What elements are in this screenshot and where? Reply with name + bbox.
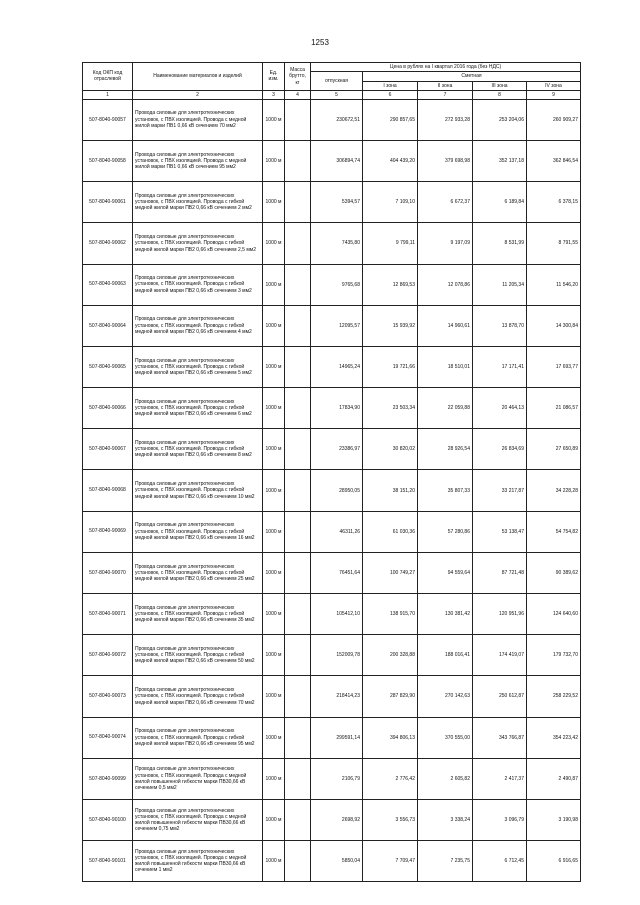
- unit-cell: 1000 м: [263, 552, 285, 593]
- unit-cell: 1000 м: [263, 429, 285, 470]
- zone-4-price: 362 846,54: [527, 140, 581, 181]
- table-row: [83, 799, 581, 840]
- zone-1-price: 404 439,20: [363, 140, 418, 181]
- release-price: 12095,57: [311, 305, 363, 346]
- column-number: 1: [83, 90, 133, 99]
- column-numbers-row: [83, 90, 581, 99]
- table-row: [83, 182, 581, 223]
- zone-2-price: 35 807,33: [418, 470, 473, 511]
- zone-1-price: 394 806,13: [363, 717, 418, 758]
- mass-cell: [285, 594, 311, 635]
- table-row: [83, 470, 581, 511]
- zone-3-price: 20 464,13: [473, 388, 527, 429]
- product-name: Провода силовые для электротехнических установок, с ПВХ изоляцией. Провода с гибкой медной жилой марки ПВ2 0,66 кВ сечением 16 мм2: [133, 511, 263, 552]
- mass-cell: [285, 388, 311, 429]
- product-code: 507-8040-90072: [83, 635, 133, 676]
- release-price: 9765,68: [311, 264, 363, 305]
- header-code: Код ОКП код отраслевой: [83, 63, 133, 91]
- unit-cell: 1000 м: [263, 264, 285, 305]
- unit-cell: 1000 м: [263, 223, 285, 264]
- zone-3-price: 53 138,47: [473, 511, 527, 552]
- product-code: 507-8040-90069: [83, 511, 133, 552]
- zone-2-price: 9 197,09: [418, 223, 473, 264]
- zone-2-price: 272 933,28: [418, 99, 473, 140]
- zone-1-price: 287 829,90: [363, 676, 418, 717]
- zone-4-price: 54 754,82: [527, 511, 581, 552]
- product-name: Провода силовые для электротехнических установок, с ПВХ изоляцией. Провода с гибкой медной жилой марки ПВ2 0,66 кВ сечением 4 мм2: [133, 305, 263, 346]
- zone-4-price: 260 909,27: [527, 99, 581, 140]
- header-name: Наименование материалов и изделий: [133, 63, 263, 91]
- zone-2-price: 28 926,54: [418, 429, 473, 470]
- release-price: 218414,23: [311, 676, 363, 717]
- mass-cell: [285, 182, 311, 223]
- zone-2-price: 188 016,41: [418, 635, 473, 676]
- product-name: Провода силовые для электротехнических установок, с ПВХ изоляцией. Провода с гибкой медной жилой марки ПВ2 0,66 кВ сечением 25 мм2: [133, 552, 263, 593]
- zone-1-price: 30 820,02: [363, 429, 418, 470]
- table-row: [83, 594, 581, 635]
- zone-4-price: 6 378,15: [527, 182, 581, 223]
- product-code: 507-8040-90073: [83, 676, 133, 717]
- product-name: Провода силовые для электротехнических установок, с ПВХ изоляцией. Провода с гибкой медной жилой марки ПВ2 0,66 кВ сечением 95 мм2: [133, 717, 263, 758]
- release-price: 230672,51: [311, 99, 363, 140]
- product-name: Провода силовые для электротехнических установок, с ПВХ изоляцией. Провода с гибкой медной жилой марки ПВ2 0,66 кВ сечением 3 мм2: [133, 264, 263, 305]
- product-name: Провода силовые для электротехнических установок, с ПВХ изоляцией. Провода с гибкой медной жилой марки ПВ2 0,66 кВ сечением 2 мм2: [133, 182, 263, 223]
- unit-cell: 1000 м: [263, 305, 285, 346]
- zone-3-price: 17 171,41: [473, 346, 527, 387]
- mass-cell: [285, 676, 311, 717]
- table-row: [83, 388, 581, 429]
- zone-2-price: 130 381,42: [418, 594, 473, 635]
- zone-2-price: 379 698,98: [418, 140, 473, 181]
- product-name: Провода силовые для электротехнических установок, с ПВХ изоляцией. Провода с гибкой медной жилой марки ПВ2 0,66 кВ сечением 10 мм2: [133, 470, 263, 511]
- release-price: 23386,97: [311, 429, 363, 470]
- zone-4-price: 3 190,98: [527, 799, 581, 840]
- mass-cell: [285, 305, 311, 346]
- zone-2-price: 370 555,00: [418, 717, 473, 758]
- zone-4-price: 34 228,28: [527, 470, 581, 511]
- zone-4-price: 27 650,89: [527, 429, 581, 470]
- zone-3-price: 2 417,37: [473, 758, 527, 799]
- header-mass: Масса брутто, кг: [285, 63, 311, 91]
- zone-3-price: 174 419,07: [473, 635, 527, 676]
- header-zone-4: IV зона: [527, 81, 581, 90]
- mass-cell: [285, 140, 311, 181]
- product-code: 507-8040-90068: [83, 470, 133, 511]
- table-row: [83, 635, 581, 676]
- release-price: 14965,24: [311, 346, 363, 387]
- zone-4-price: 179 732,70: [527, 635, 581, 676]
- zone-1-price: 23 503,34: [363, 388, 418, 429]
- column-number: 9: [527, 90, 581, 99]
- unit-cell: 1000 м: [263, 99, 285, 140]
- product-name: Провода силовые для электротехнических установок, с ПВХ изоляцией. Провода с медной жилой марки ПВ1 0,66 кВ сечением 95 мм2: [133, 140, 263, 181]
- product-name: Провода силовые для электротехнических установок, с ПВХ изоляцией. Провода с гибкой медной жилой марки ПВ2 0,66 кВ сечением 70 мм2: [133, 676, 263, 717]
- release-price: 28950,05: [311, 470, 363, 511]
- release-price: 2698,92: [311, 799, 363, 840]
- price-table: [82, 62, 581, 882]
- zone-3-price: 13 878,70: [473, 305, 527, 346]
- mass-cell: [285, 799, 311, 840]
- zone-1-price: 7 709,47: [363, 841, 418, 882]
- zone-3-price: 87 721,48: [473, 552, 527, 593]
- zone-3-price: 8 531,99: [473, 223, 527, 264]
- zone-2-price: 57 280,86: [418, 511, 473, 552]
- product-name: Провода силовые для электротехнических установок, с ПВХ изоляцией. Провода с медной жилой марки ПВ1 0,66 кВ сечением 70 мм2: [133, 99, 263, 140]
- header-zone-2: II зона: [418, 81, 473, 90]
- zone-1-price: 12 869,53: [363, 264, 418, 305]
- mass-cell: [285, 99, 311, 140]
- zone-4-price: 21 086,57: [527, 388, 581, 429]
- release-price: 46311,26: [311, 511, 363, 552]
- zone-4-price: 90 389,62: [527, 552, 581, 593]
- zone-2-price: 6 672,37: [418, 182, 473, 223]
- zone-1-price: 15 939,92: [363, 305, 418, 346]
- column-number: 5: [311, 90, 363, 99]
- header-zone-3: III зона: [473, 81, 527, 90]
- release-price: 306894,74: [311, 140, 363, 181]
- mass-cell: [285, 470, 311, 511]
- unit-cell: 1000 м: [263, 758, 285, 799]
- release-price: 152009,78: [311, 635, 363, 676]
- zone-4-price: 124 640,60: [527, 594, 581, 635]
- zone-4-price: 2 490,87: [527, 758, 581, 799]
- zone-1-price: 61 030,36: [363, 511, 418, 552]
- zone-2-price: 12 078,86: [418, 264, 473, 305]
- zone-1-price: 7 109,10: [363, 182, 418, 223]
- product-code: 507-8040-90058: [83, 140, 133, 181]
- mass-cell: [285, 552, 311, 593]
- zone-2-price: 94 559,64: [418, 552, 473, 593]
- unit-cell: 1000 м: [263, 182, 285, 223]
- product-code: 507-8040-90065: [83, 346, 133, 387]
- zone-2-price: 22 059,88: [418, 388, 473, 429]
- table-row: [83, 305, 581, 346]
- zone-3-price: 250 612,87: [473, 676, 527, 717]
- table-row: [83, 552, 581, 593]
- zone-3-price: 253 204,06: [473, 99, 527, 140]
- unit-cell: 1000 м: [263, 511, 285, 552]
- release-price: 5394,57: [311, 182, 363, 223]
- zone-1-price: 19 721,66: [363, 346, 418, 387]
- product-name: Провода силовые для электротехнических установок, с ПВХ изоляцией. Провода с гибкой медной жилой марки ПВ2 0,66 кВ сечением 6 мм2: [133, 388, 263, 429]
- product-name: Провода силовые для электротехнических установок, с ПВХ изоляцией. Провода с гибкой медной жилой марки ПВ2 0,66 кВ сечением 8 мм2: [133, 429, 263, 470]
- table-row: [83, 264, 581, 305]
- mass-cell: [285, 264, 311, 305]
- product-name: Провода силовые для электротехнических установок, с ПВХ изоляцией. Провода с гибкой медной жилой марки ПВ2 0,66 кВ сечением 2,5 мм2: [133, 223, 263, 264]
- table-row: [83, 346, 581, 387]
- product-code: 507-8040-90071: [83, 594, 133, 635]
- product-code: 507-8040-90064: [83, 305, 133, 346]
- zone-3-price: 26 834,69: [473, 429, 527, 470]
- release-price: 7435,80: [311, 223, 363, 264]
- product-name: Провода силовые для электротехнических установок, с ПВХ изоляцией. Провода с медной жилой повышенной гибкости марки ПВ30,66 кВ сечением 0,5 мм2: [133, 758, 263, 799]
- unit-cell: 1000 м: [263, 470, 285, 511]
- table-row: [83, 841, 581, 882]
- product-name: Провода силовые для электротехнических установок, с ПВХ изоляцией. Провода с гибкой медной жилой марки ПВ2 0,66 кВ сечением 5 мм2: [133, 346, 263, 387]
- column-number: 3: [263, 90, 285, 99]
- product-code: 507-8040-90062: [83, 223, 133, 264]
- mass-cell: [285, 717, 311, 758]
- zone-1-price: 138 915,70: [363, 594, 418, 635]
- table-row: [83, 140, 581, 181]
- unit-cell: 1000 м: [263, 635, 285, 676]
- release-price: 17834,90: [311, 388, 363, 429]
- zone-3-price: 33 217,87: [473, 470, 527, 511]
- release-price: 5850,04: [311, 841, 363, 882]
- table-row: [83, 511, 581, 552]
- zone-1-price: 100 749,27: [363, 552, 418, 593]
- product-code: 507-8040-90099: [83, 758, 133, 799]
- zone-1-price: 38 151,20: [363, 470, 418, 511]
- zone-2-price: 7 235,75: [418, 841, 473, 882]
- table-row: [83, 99, 581, 140]
- zone-2-price: 2 605,82: [418, 758, 473, 799]
- column-number: 8: [473, 90, 527, 99]
- zone-4-price: 258 229,52: [527, 676, 581, 717]
- header-unit: Ед. изм.: [263, 63, 285, 91]
- unit-cell: 1000 м: [263, 140, 285, 181]
- table-row: [83, 223, 581, 264]
- product-name: Провода силовые для электротехнических установок, с ПВХ изоляцией. Провода с медной жилой повышенной гибкости марки ПВ30,66 кВ сечением 0,75 мм2: [133, 799, 263, 840]
- zone-4-price: 8 791,55: [527, 223, 581, 264]
- zone-1-price: 200 328,88: [363, 635, 418, 676]
- unit-cell: 1000 м: [263, 676, 285, 717]
- zone-4-price: 11 546,20: [527, 264, 581, 305]
- mass-cell: [285, 429, 311, 470]
- zone-4-price: 14 300,84: [527, 305, 581, 346]
- header-estimate: Сметная: [363, 72, 581, 81]
- zone-4-price: 17 693,77: [527, 346, 581, 387]
- release-price: 2106,79: [311, 758, 363, 799]
- header-price-group: Цена в рублях на I квартал 2016 года (без НДС): [311, 63, 581, 72]
- product-code: 507-8040-90057: [83, 99, 133, 140]
- mass-cell: [285, 841, 311, 882]
- mass-cell: [285, 635, 311, 676]
- zone-1-price: 2 776,42: [363, 758, 418, 799]
- column-number: 6: [363, 90, 418, 99]
- unit-cell: 1000 м: [263, 346, 285, 387]
- release-price: 76451,64: [311, 552, 363, 593]
- zone-3-price: 3 096,79: [473, 799, 527, 840]
- zone-4-price: 6 916,65: [527, 841, 581, 882]
- mass-cell: [285, 758, 311, 799]
- table-row: [83, 676, 581, 717]
- mass-cell: [285, 223, 311, 264]
- unit-cell: 1000 м: [263, 594, 285, 635]
- zone-3-price: 6 189,84: [473, 182, 527, 223]
- zone-3-price: 6 712,45: [473, 841, 527, 882]
- product-code: 507-8040-90066: [83, 388, 133, 429]
- unit-cell: 1000 м: [263, 841, 285, 882]
- header-zone-1: I зона: [363, 81, 418, 90]
- release-price: 105412,10: [311, 594, 363, 635]
- zone-1-price: 3 556,73: [363, 799, 418, 840]
- product-code: 507-8040-90061: [83, 182, 133, 223]
- mass-cell: [285, 511, 311, 552]
- product-code: 507-8040-90070: [83, 552, 133, 593]
- zone-1-price: 290 857,65: [363, 99, 418, 140]
- product-code: 507-8040-90101: [83, 841, 133, 882]
- table-row: [83, 758, 581, 799]
- product-name: Провода силовые для электротехнических установок, с ПВХ изоляцией. Провода с гибкой медной жилой марки ПВ2 0,66 кВ сечением 35 мм2: [133, 594, 263, 635]
- product-name: Провода силовые для электротехнических установок, с ПВХ изоляцией. Провода с медной жилой повышенной гибкости марки ПВ30,66 кВ сечением 1 мм2: [133, 841, 263, 882]
- zone-3-price: 352 137,18: [473, 140, 527, 181]
- product-code: 507-8040-90067: [83, 429, 133, 470]
- zone-2-price: 14 960,61: [418, 305, 473, 346]
- release-price: 299591,14: [311, 717, 363, 758]
- zone-3-price: 11 205,34: [473, 264, 527, 305]
- zone-3-price: 120 951,96: [473, 594, 527, 635]
- column-number: 7: [418, 90, 473, 99]
- zone-4-price: 354 223,42: [527, 717, 581, 758]
- mass-cell: [285, 346, 311, 387]
- unit-cell: 1000 м: [263, 717, 285, 758]
- table-row: [83, 717, 581, 758]
- table-body: [83, 99, 581, 882]
- column-number: 2: [133, 90, 263, 99]
- product-code: 507-8040-90063: [83, 264, 133, 305]
- unit-cell: 1000 м: [263, 799, 285, 840]
- product-code: 507-8040-90100: [83, 799, 133, 840]
- table-row: [83, 429, 581, 470]
- header-release-price: отпускная: [311, 72, 363, 91]
- page-number: 1253: [311, 38, 329, 47]
- zone-2-price: 3 338,24: [418, 799, 473, 840]
- product-code: 507-8040-90074: [83, 717, 133, 758]
- unit-cell: 1000 м: [263, 388, 285, 429]
- column-number: 4: [285, 90, 311, 99]
- zone-3-price: 343 766,87: [473, 717, 527, 758]
- zone-2-price: 18 510,01: [418, 346, 473, 387]
- zone-1-price: 9 799,11: [363, 223, 418, 264]
- product-name: Провода силовые для электротехнических установок, с ПВХ изоляцией. Провода с гибкой медной жилой марки ПВ2 0,66 кВ сечением 50 мм2: [133, 635, 263, 676]
- zone-2-price: 270 142,63: [418, 676, 473, 717]
